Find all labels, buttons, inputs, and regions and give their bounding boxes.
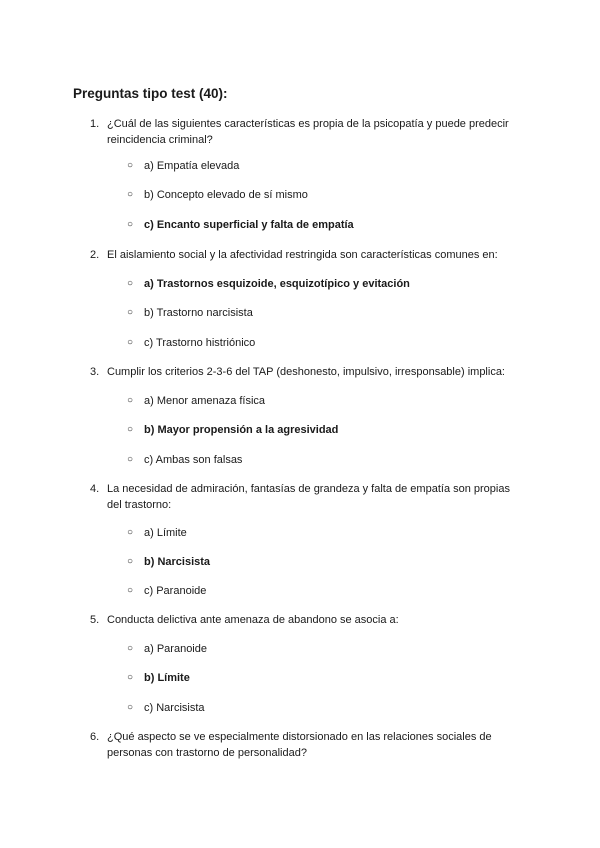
question-text: Conducta delictiva ante amenaza de abandono se asocia a:	[107, 614, 399, 626]
option-text: a) Paranoide	[144, 643, 207, 655]
option-c	[0, 583, 600, 599]
option-text: a) Trastornos esquizoide, esquizotípico y evitación	[144, 278, 410, 290]
question-number: 6.	[90, 731, 100, 743]
bullet-icon: ○	[127, 556, 134, 567]
question-text: El aislamiento social y la afectividad restringida son características comunes en:	[107, 249, 498, 261]
bullet-icon: ○	[127, 643, 134, 654]
option-text: b) Narcisista	[144, 556, 211, 568]
option-text: a) Límite	[144, 527, 187, 539]
option-b	[0, 187, 600, 203]
option-b-correct	[0, 554, 600, 570]
question-text: La necesidad de admiración, fantasías de grandeza y falta de empatía son propias del trastorno:	[107, 483, 510, 511]
option-text: b) Límite	[144, 672, 190, 684]
question-text: ¿Qué aspecto se ve especialmente distorsionado en las relaciones sociales de personas con trastorno de personalidad?	[107, 731, 492, 759]
option-a	[0, 393, 600, 409]
option-text: b) Trastorno narcisista	[144, 307, 253, 319]
question-number: 3.	[90, 366, 100, 378]
question-text: Cumplir los criterios 2-3-6 del TAP (deshonesto, impulsivo, irresponsable) implica:	[107, 366, 505, 378]
option-text: a) Empatía elevada	[144, 160, 240, 172]
option-text: c) Trastorno histriónico	[144, 337, 256, 349]
bullet-icon: ○	[127, 189, 134, 200]
question-number: 2.	[90, 249, 100, 261]
option-text: c) Ambas son falsas	[144, 454, 243, 466]
option-c	[0, 452, 600, 468]
bullet-icon: ○	[127, 702, 134, 713]
option-text: b) Concepto elevado de sí mismo	[144, 189, 308, 201]
option-a	[0, 525, 600, 541]
bullet-icon: ○	[127, 278, 134, 289]
option-text: b) Mayor propensión a la agresividad	[144, 424, 339, 436]
bullet-icon: ○	[127, 160, 134, 171]
option-a	[0, 641, 600, 657]
option-b	[0, 305, 600, 321]
question-number: 5.	[90, 614, 100, 626]
option-b-correct	[0, 670, 600, 686]
bullet-icon: ○	[127, 424, 134, 435]
option-text: c) Narcisista	[144, 702, 205, 714]
question-number: 1.	[90, 118, 100, 130]
bullet-icon: ○	[127, 672, 134, 683]
option-a-correct	[0, 276, 600, 292]
option-a	[0, 158, 600, 174]
option-c-correct	[0, 217, 600, 233]
bullet-icon: ○	[127, 395, 134, 406]
option-c	[0, 700, 600, 716]
question-text: ¿Cuál de las siguientes características es propia de la psicopatía y puede predecir reincidencia criminal?	[107, 118, 509, 146]
option-c	[0, 335, 600, 351]
document-title: Preguntas tipo test (40):	[73, 86, 228, 101]
option-text: c) Paranoide	[144, 585, 207, 597]
bullet-icon: ○	[127, 337, 134, 348]
option-text: c) Encanto superficial y falta de empatía	[144, 219, 354, 231]
option-b-correct	[0, 422, 600, 438]
question-number: 4.	[90, 483, 100, 495]
option-text: a) Menor amenaza física	[144, 395, 266, 407]
bullet-icon: ○	[127, 307, 134, 318]
bullet-icon: ○	[127, 454, 134, 465]
bullet-icon: ○	[127, 527, 134, 538]
bullet-icon: ○	[127, 585, 134, 596]
bullet-icon: ○	[127, 219, 134, 230]
